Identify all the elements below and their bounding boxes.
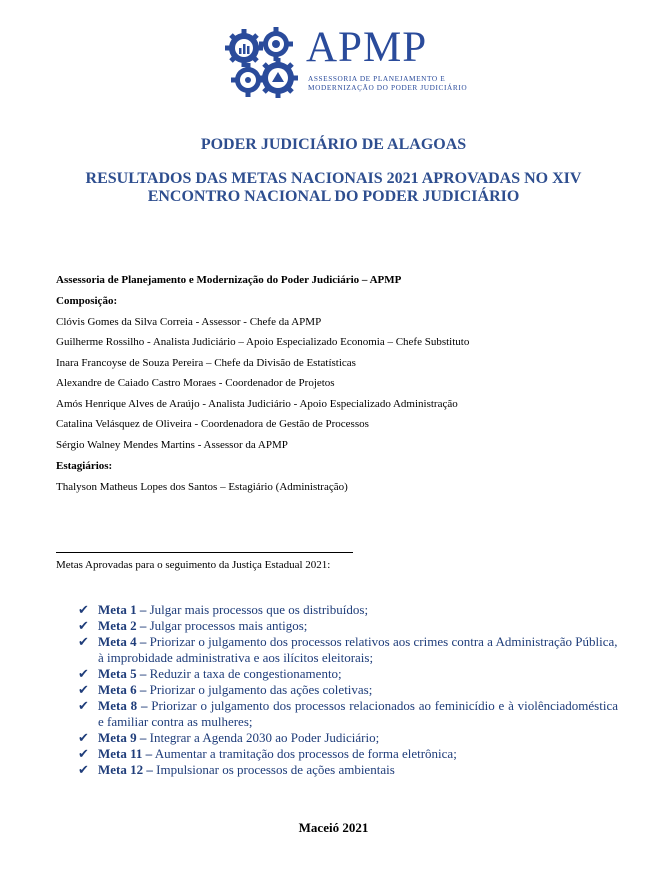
checkmark-icon: ✔ — [78, 762, 89, 777]
meta-text: Impulsionar os processos de ações ambientais — [152, 762, 395, 777]
document-title-line1: RESULTADOS DAS METAS NACIONAIS 2021 APROVADAS NO XIV — [85, 170, 582, 187]
checkmark-icon: ✔ — [78, 634, 89, 649]
meta-number: Meta 4 – — [98, 634, 147, 649]
estagiarios-label: Estagiários: — [56, 460, 113, 472]
member-line: Sérgio Walney Mendes Martins - Assessor da APMP — [56, 439, 288, 451]
meta-number: Meta 12 – — [98, 762, 153, 777]
member-line: Inara Francoyse de Souza Pereira – Chefe da Divisão de Estatísticas — [56, 357, 356, 369]
meta-text: Julgar processos mais antigos; — [146, 618, 308, 633]
document-title-line2: ENCONTRO NACIONAL DO PODER JUDICIÁRIO — [147, 188, 520, 205]
meta-number: Meta 2 – — [98, 618, 147, 633]
list-item — [78, 634, 618, 666]
meta-number: Meta 1 – — [98, 602, 147, 617]
meta-number: Meta 9 – — [98, 730, 147, 745]
meta-number: Meta 6 – — [98, 682, 147, 697]
list-item — [78, 730, 618, 746]
list-item — [78, 618, 618, 634]
checkmark-icon: ✔ — [78, 602, 89, 617]
member-line: Amós Henrique Alves de Araújo - Analista Judiciário - Apoio Especializado Administração — [56, 398, 458, 410]
meta-text: Aumentar a tramitação dos processos de forma eletrônica; — [152, 746, 457, 761]
checkmark-icon: ✔ — [78, 682, 89, 697]
member-line: Guilherme Rossilho - Analista Judiciário – Apoio Especializado Economia – Chefe Substituto — [56, 336, 470, 348]
list-item — [78, 746, 618, 762]
section-divider — [56, 552, 353, 553]
footer-place-year: Maceió 2021 — [298, 820, 369, 835]
gears-icon — [222, 24, 304, 104]
list-item — [78, 762, 618, 778]
meta-number: Meta 8 – — [98, 698, 148, 713]
org-name: Assessoria de Planejamento e Modernização do Poder Judiciário – APMP — [56, 274, 402, 286]
checkmark-icon: ✔ — [78, 618, 89, 633]
meta-number: Meta 5 – — [98, 666, 147, 681]
checkmark-icon: ✔ — [78, 746, 89, 761]
member-line: Catalina Velásquez de Oliveira - Coordenadora de Gestão de Processos — [56, 418, 369, 430]
meta-text: Priorizar o julgamento das ações coletivas; — [146, 682, 373, 697]
court-title: PODER JUDICIÁRIO DE ALAGOAS — [200, 136, 467, 153]
list-item — [78, 602, 618, 618]
list-item — [78, 682, 618, 698]
composicao-label: Composição: — [56, 295, 118, 307]
metas-list — [78, 602, 618, 778]
logo-subtitle-line1: ASSESSORIA DE PLANEJAMENTO E — [308, 74, 446, 83]
checkmark-icon: ✔ — [78, 698, 89, 713]
apmp-logo — [222, 22, 468, 106]
member-line: Alexandre de Caiado Castro Moraes - Coordenador de Projetos — [56, 377, 335, 389]
meta-number: Meta 11 – — [98, 746, 153, 761]
meta-text: Julgar mais processos que os distribuídos; — [146, 602, 369, 617]
member-line: Clóvis Gomes da Silva Correia - Assessor - Chefe da APMP — [56, 316, 322, 328]
list-item — [78, 698, 618, 730]
metas-intro: Metas Aprovadas para o seguimento da Justiça Estadual 2021: — [56, 559, 331, 571]
list-item — [78, 666, 618, 682]
checkmark-icon: ✔ — [78, 730, 89, 745]
meta-text: Integrar a Agenda 2030 ao Poder Judiciário; — [146, 730, 380, 745]
intern-line: Thalyson Matheus Lopes dos Santos – Estagiário (Administração) — [56, 481, 348, 493]
logo-subtitle-line2: MODERNIZAÇÃO DO PODER JUDICIÁRIO — [308, 83, 468, 92]
meta-text: Priorizar o julgamento dos processos relacionados ao feminicídio e à violênciadoméstica e familiar contra as mulheres; — [98, 698, 618, 729]
meta-text: Reduzir a taxa de congestionamento; — [146, 666, 342, 681]
meta-text: Priorizar o julgamento dos processos relativos aos crimes contra a Administração Pública, à improbidade administrativa e aos ilícitos eleitorais; — [98, 634, 618, 665]
logo-wordmark: APMP — [306, 24, 428, 71]
checkmark-icon: ✔ — [78, 666, 89, 681]
